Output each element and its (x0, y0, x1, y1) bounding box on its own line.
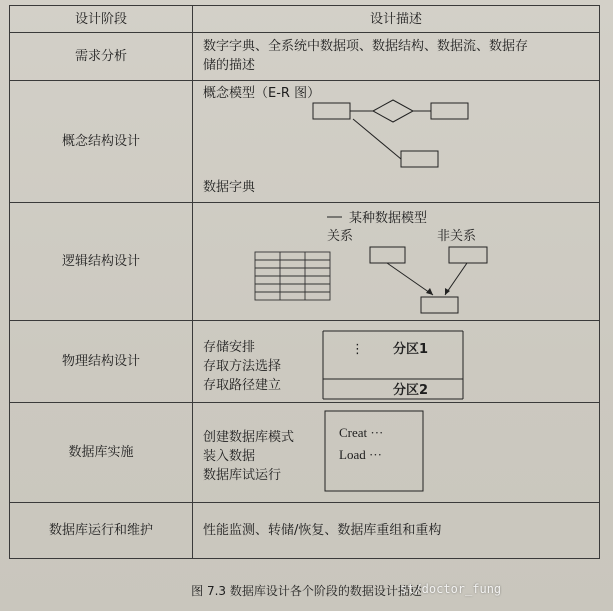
desc-line: 数据库试运行 (203, 468, 282, 483)
header-stage: 设计阶段 (10, 6, 193, 33)
stage-implementation: 数据库实施 (10, 403, 193, 503)
model-label: 某种数据模型 (349, 211, 428, 226)
stage-physical: 物理结构设计 (10, 321, 193, 403)
table-row (10, 203, 600, 321)
desc-line: 性能监测、转储/恢复、数据库重组和重构 (203, 523, 442, 538)
desc-conceptual (193, 81, 600, 203)
partition-diagram (323, 323, 463, 403)
entity-box (401, 151, 438, 167)
partition-2-label: 分区2 (393, 383, 429, 398)
desc-line: 存取路径建立 (203, 378, 282, 393)
nonrelational-label: 非关系 (437, 229, 477, 244)
stage-conceptual: 概念结构设计 (10, 81, 193, 203)
table-row (10, 321, 600, 403)
desc-line: 储的描述 (203, 58, 256, 73)
stage-maintenance: 数据库运行和维护 (10, 503, 193, 559)
desc-data-dictionary: 数据字典 (203, 180, 256, 195)
desc-line: 存储安排 (203, 340, 256, 355)
er-diagram (313, 93, 483, 173)
entity-box (431, 103, 468, 119)
table-row (10, 403, 600, 503)
code-line-create: Creat ··· (339, 425, 384, 440)
desc-line: 存取方法选择 (203, 359, 282, 374)
stage-logical: 逻辑结构设计 (10, 203, 193, 321)
code-line-load: Load ··· (339, 447, 382, 462)
relationship-diamond (373, 100, 413, 122)
stage-requirements: 需求分析 (10, 33, 193, 81)
desc-physical (193, 321, 600, 403)
desc-maintenance (193, 503, 600, 559)
header-desc: 设计描述 (193, 6, 600, 33)
desc-requirements (193, 33, 600, 81)
table-row (10, 503, 600, 559)
desc-logical (193, 203, 600, 321)
code-box (325, 411, 425, 493)
table-row (10, 33, 600, 81)
table-row (10, 81, 600, 203)
node-box (449, 247, 487, 263)
dots: ⋮ (351, 342, 364, 357)
entity-box (313, 103, 350, 119)
watermark: st/doctor_fung (400, 582, 502, 596)
node-box (370, 247, 405, 263)
desc-line: 装入数据 (203, 449, 256, 464)
figure-caption: 图 7.3 数据库设计各个阶段的数据设计描述 (191, 584, 422, 598)
node-box (421, 297, 458, 313)
table-header-row (10, 6, 600, 33)
partition-1-label: 分区1 (393, 342, 429, 357)
data-model-diagram (237, 207, 497, 317)
desc-line: 数字字典、全系统中数据项、数据结构、数据流、数据存 (203, 39, 529, 54)
design-stages-table (9, 5, 600, 559)
relational-table-grid (255, 252, 330, 300)
desc-implementation (193, 403, 600, 503)
relational-label: 关系 (327, 229, 354, 244)
desc-line: 创建数据库模式 (203, 430, 295, 445)
desc-er-model: 概念模型（E-R 图） (203, 86, 321, 101)
